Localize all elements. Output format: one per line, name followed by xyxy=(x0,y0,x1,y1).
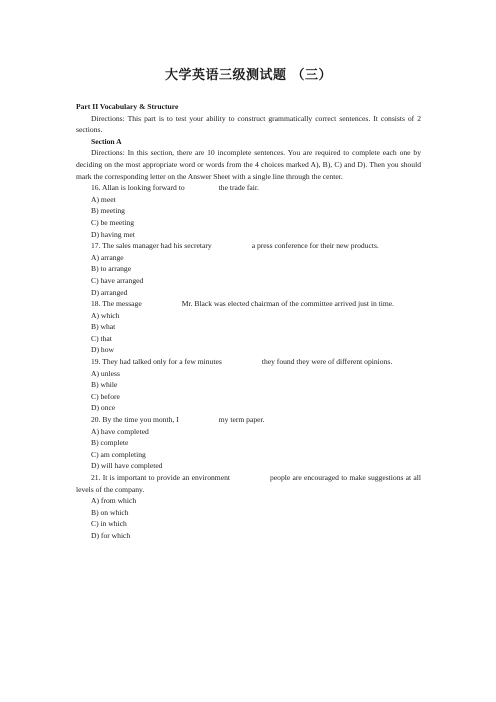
option-b: B) what xyxy=(91,322,116,332)
question-stem xyxy=(76,182,421,194)
option-a: A) from which xyxy=(91,496,137,506)
question-stem xyxy=(76,414,421,426)
question-17 xyxy=(76,240,421,298)
option-a: A) unless xyxy=(91,368,120,378)
question-text-before: 19. They had talked only for a few minutes xyxy=(91,357,222,367)
option-b: B) complete xyxy=(91,438,129,448)
question-text-before: 16. Allan is looking forward to xyxy=(91,183,185,193)
question-21 xyxy=(76,472,421,542)
option-d: D) for which xyxy=(91,530,131,540)
option-c: C) before xyxy=(91,391,120,401)
question-stem xyxy=(76,472,421,495)
section-directions: Directions: In this section, there are 10 incomplete sentences. You are required to complete each one by deciding on the most appropriate word or words from the 4 choices marked A), B), C) and D). Then you should mark the corresponding letter on the Answer Sheet with a single line through the center. xyxy=(76,148,421,181)
section-heading: Section A xyxy=(91,136,122,146)
option-a: A) which xyxy=(91,310,120,320)
option-c: C) have arranged xyxy=(91,275,144,285)
question-stem xyxy=(76,356,421,368)
document-page xyxy=(76,64,421,542)
question-text-before: 18. The message xyxy=(91,299,142,309)
option-b: B) meeting xyxy=(91,206,125,216)
part-directions: Directions: This part is to test your ability to construct grammatically correct sentences. It consists of 2 sections. xyxy=(76,113,421,135)
option-d: D) having met xyxy=(91,229,135,239)
option-d: D) how xyxy=(91,345,114,355)
question-text-after: Mr. Black was elected chairman of the committee arrived just in time. xyxy=(181,299,395,309)
option-c: C) am completing xyxy=(91,449,146,459)
option-a: A) meet xyxy=(91,194,116,204)
question-stem xyxy=(76,240,421,252)
option-b: B) on which xyxy=(91,507,129,517)
question-18 xyxy=(76,298,421,356)
question-19 xyxy=(76,356,421,414)
question-20 xyxy=(76,414,421,472)
question-16 xyxy=(76,182,421,240)
question-text-before: 20. By the time you month, I xyxy=(91,415,179,425)
part-heading: Part II Vocabulary & Structure xyxy=(76,102,179,111)
option-b: B) while xyxy=(91,380,118,390)
option-c: C) be meeting xyxy=(91,217,135,227)
question-stem xyxy=(76,298,421,310)
option-d: D) once xyxy=(91,403,116,413)
question-text-before: 21. It is important to provide an environment xyxy=(91,473,230,482)
option-c: C) in which xyxy=(91,519,127,529)
question-text-after: the trade fair. xyxy=(218,183,259,193)
question-text-after: a press conference for their new products. xyxy=(251,241,379,251)
option-c: C) that xyxy=(91,333,112,343)
question-text-before: 17. The sales manager had his secretary xyxy=(91,241,212,251)
page-title: 大学英语三级测试题 （三） xyxy=(164,68,333,83)
option-b: B) to arrange xyxy=(91,264,132,274)
question-text-after: people are encouraged to make suggestions at all levels of the company. xyxy=(76,473,421,494)
question-text-after: they found they were of different opinions. xyxy=(261,357,393,367)
option-a: A) arrange xyxy=(91,252,124,262)
option-a: A) have completed xyxy=(91,426,149,436)
option-d: D) arranged xyxy=(91,287,128,297)
option-d: D) will have completed xyxy=(91,461,163,471)
question-text-after: my term paper. xyxy=(218,415,265,425)
